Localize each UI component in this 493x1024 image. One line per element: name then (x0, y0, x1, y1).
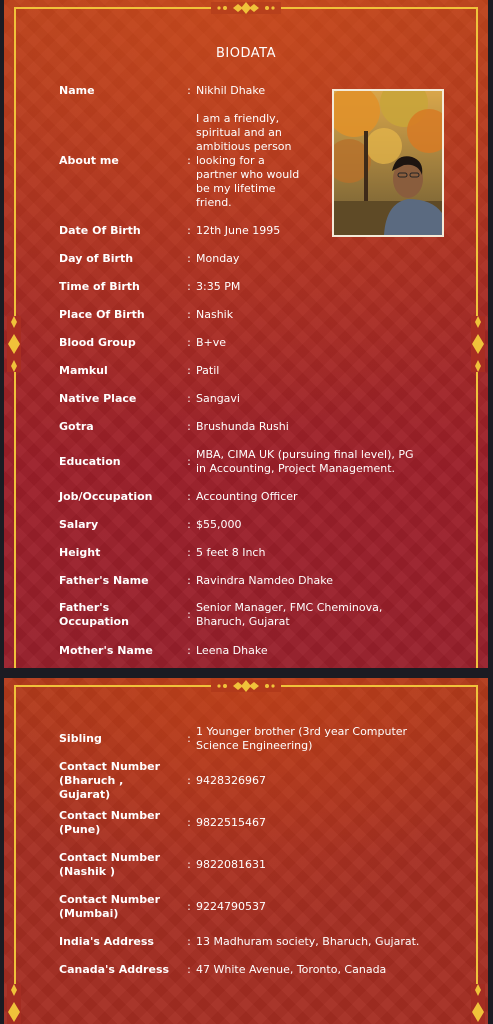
detail-separator: : (187, 816, 191, 829)
detail-separator: : (187, 858, 191, 871)
detail-label: Place Of Birth (59, 308, 145, 321)
detail-label: Father's Occupation (59, 601, 129, 628)
detail-value: 13 Madhuram society, Bharuch, Gujarat. (196, 935, 420, 948)
detail-label: Job/Occupation (59, 490, 153, 503)
detail-separator: : (187, 574, 191, 587)
detail-label: India's Address (59, 935, 154, 948)
detail-value: $55,000 (196, 518, 242, 531)
detail-value: Brushunda Rushi (196, 420, 289, 433)
detail-separator: : (187, 420, 191, 433)
detail-label: About me (59, 154, 119, 167)
detail-value: Nashik (196, 308, 234, 321)
detail-label: Mother's Name (59, 644, 153, 657)
detail-label: Name (59, 84, 95, 97)
detail-value: Ravindra Namdeo Dhake (196, 574, 334, 587)
frame-left-border (14, 685, 16, 1024)
detail-separator: : (187, 364, 191, 377)
detail-separator: : (187, 308, 191, 321)
detail-separator: : (187, 154, 191, 167)
detail-label: Time of Birth (59, 280, 140, 293)
detail-separator: : (187, 518, 191, 531)
detail-separator: : (187, 644, 191, 657)
left-diamond-ornament-icon (7, 316, 21, 372)
detail-value: 9428326967 (196, 774, 266, 787)
detail-label: Date Of Birth (59, 224, 141, 237)
left-diamond-ornament-icon (7, 984, 21, 1024)
profile-photo-image (334, 91, 442, 235)
detail-separator: : (187, 546, 191, 559)
detail-value: MBA, CIMA UK (pursuing final level), PG in Accounting, Project Management. (196, 448, 414, 475)
detail-separator: : (187, 963, 191, 976)
detail-value: Senior Manager, FMC Cheminova, Bharuch, Gujarat (196, 601, 383, 628)
detail-label: Gotra (59, 420, 94, 433)
detail-separator: : (187, 455, 191, 468)
detail-label: Contact Number (Pune) (59, 809, 161, 836)
detail-separator: : (187, 280, 191, 293)
detail-separator: : (187, 774, 191, 787)
detail-separator: : (187, 900, 191, 913)
detail-value: Patil (196, 364, 220, 377)
detail-label: Contact Number (Bharuch , Gujarat) (59, 760, 161, 801)
detail-value: 5 feet 8 Inch (196, 546, 266, 559)
detail-separator: : (187, 490, 191, 503)
diamond-ornament-icon (211, 680, 281, 692)
detail-label: Blood Group (59, 336, 136, 349)
profile-photo (332, 89, 444, 237)
detail-value: Leena Dhake (196, 644, 268, 657)
detail-label: Father's Name (59, 574, 149, 587)
detail-separator: : (187, 336, 191, 349)
detail-separator: : (187, 392, 191, 405)
diamond-ornament-icon (211, 2, 281, 14)
detail-value: 12th June 1995 (196, 224, 281, 237)
detail-separator: : (187, 935, 191, 948)
detail-value: Sangavi (196, 392, 240, 405)
detail-value: Accounting Officer (196, 490, 298, 503)
detail-label: Salary (59, 518, 99, 531)
right-diamond-ornament-icon (471, 316, 485, 372)
detail-label: Contact Number (Mumbai) (59, 893, 161, 920)
detail-separator: : (187, 608, 191, 621)
detail-value: 47 White Avenue, Toronto, Canada (196, 963, 387, 976)
detail-value: B+ve (196, 336, 227, 349)
detail-separator: : (187, 224, 191, 237)
detail-label: Day of Birth (59, 252, 134, 265)
detail-value: 9822515467 (196, 816, 266, 829)
detail-label: Canada's Address (59, 963, 170, 976)
detail-value: Monday (196, 252, 240, 265)
detail-label: Contact Number (Nashik ) (59, 851, 161, 878)
biodata-page-1 (4, 0, 488, 668)
detail-label: Height (59, 546, 101, 559)
detail-separator: : (187, 84, 191, 97)
detail-value: I am a friendly, spiritual and an ambitious person looking for a partner who would be my lifetime friend. (196, 112, 300, 209)
right-diamond-ornament-icon (471, 984, 485, 1024)
detail-separator: : (187, 252, 191, 265)
detail-value: 3:35 PM (196, 280, 241, 293)
detail-value: 9822081631 (196, 858, 266, 871)
frame-right-border (476, 685, 478, 1024)
detail-value: 1 Younger brother (3rd year Computer Science Engineering) (196, 725, 408, 752)
detail-label: Sibling (59, 732, 102, 745)
page-title: BIODATA (216, 46, 276, 61)
detail-label: Education (59, 455, 121, 468)
detail-value: 9224790537 (196, 900, 266, 913)
biodata-page-2 (4, 678, 488, 1024)
detail-label: Native Place (59, 392, 137, 405)
detail-label: Mamkul (59, 364, 108, 377)
detail-value: Nikhil Dhake (196, 84, 266, 97)
detail-separator: : (187, 732, 191, 745)
